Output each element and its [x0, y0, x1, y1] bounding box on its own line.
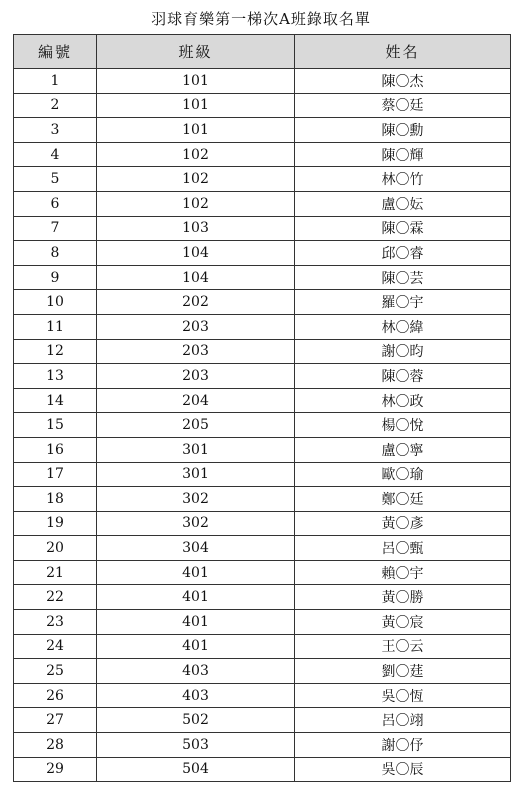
cell-number: 9 — [14, 265, 97, 290]
cell-number: 12 — [14, 339, 97, 364]
cell-name: 羅〇宇 — [295, 290, 511, 315]
cell-number: 27 — [14, 708, 97, 733]
table-row — [14, 118, 511, 143]
cell-class: 103 — [97, 216, 295, 241]
cell-name: 賴〇宇 — [295, 560, 511, 585]
cell-class: 304 — [97, 536, 295, 561]
table-row — [14, 560, 511, 585]
cell-number: 11 — [14, 314, 97, 339]
table-row — [14, 708, 511, 733]
cell-name: 陳〇芸 — [295, 265, 511, 290]
cell-number: 2 — [14, 93, 97, 118]
table-row — [14, 339, 511, 364]
cell-class: 401 — [97, 585, 295, 610]
cell-name: 陳〇輝 — [295, 142, 511, 167]
cell-name: 吳〇恆 — [295, 683, 511, 708]
cell-class: 204 — [97, 388, 295, 413]
header-class: 班級 — [97, 35, 295, 69]
cell-number: 18 — [14, 487, 97, 512]
table-row — [14, 634, 511, 659]
cell-number: 20 — [14, 536, 97, 561]
cell-number: 22 — [14, 585, 97, 610]
header-name: 姓名 — [295, 35, 511, 69]
cell-class: 104 — [97, 265, 295, 290]
table-row — [14, 364, 511, 389]
cell-name: 林〇政 — [295, 388, 511, 413]
cell-number: 16 — [14, 437, 97, 462]
cell-name: 邱〇睿 — [295, 241, 511, 266]
table-row — [14, 683, 511, 708]
document-title: 羽球育樂第一梯次A班錄取名單 — [151, 10, 371, 28]
cell-name: 吳〇辰 — [295, 757, 511, 782]
table-row — [14, 536, 511, 561]
table-row — [14, 93, 511, 118]
cell-number: 1 — [14, 69, 97, 94]
cell-name: 楊〇悅 — [295, 413, 511, 438]
cell-class: 301 — [97, 437, 295, 462]
cell-class: 504 — [97, 757, 295, 782]
cell-number: 6 — [14, 191, 97, 216]
cell-number: 14 — [14, 388, 97, 413]
cell-number: 17 — [14, 462, 97, 487]
header-number: 編號 — [14, 35, 97, 69]
cell-class: 203 — [97, 314, 295, 339]
table-row — [14, 733, 511, 758]
cell-class: 102 — [97, 167, 295, 192]
cell-class: 102 — [97, 191, 295, 216]
cell-number: 8 — [14, 241, 97, 266]
cell-number: 10 — [14, 290, 97, 315]
cell-name: 鄭〇廷 — [295, 487, 511, 512]
cell-name: 呂〇翊 — [295, 708, 511, 733]
table-row — [14, 69, 511, 94]
cell-number: 23 — [14, 610, 97, 635]
table-body — [14, 69, 511, 782]
cell-number: 19 — [14, 511, 97, 536]
cell-class: 203 — [97, 339, 295, 364]
cell-name: 黃〇宸 — [295, 610, 511, 635]
cell-class: 503 — [97, 733, 295, 758]
cell-class: 401 — [97, 560, 295, 585]
cell-class: 302 — [97, 487, 295, 512]
table-row — [14, 511, 511, 536]
cell-number: 15 — [14, 413, 97, 438]
cell-class: 104 — [97, 241, 295, 266]
table-row — [14, 462, 511, 487]
table-row — [14, 241, 511, 266]
table-row — [14, 388, 511, 413]
cell-number: 26 — [14, 683, 97, 708]
cell-number: 25 — [14, 659, 97, 684]
cell-number: 7 — [14, 216, 97, 241]
cell-name: 王〇云 — [295, 634, 511, 659]
table-row — [14, 757, 511, 782]
cell-number: 3 — [14, 118, 97, 143]
cell-name: 盧〇妘 — [295, 191, 511, 216]
cell-number: 24 — [14, 634, 97, 659]
table-row — [14, 167, 511, 192]
cell-name: 陳〇勳 — [295, 118, 511, 143]
cell-number: 29 — [14, 757, 97, 782]
table-row — [14, 290, 511, 315]
cell-name: 歐〇瑜 — [295, 462, 511, 487]
cell-class: 205 — [97, 413, 295, 438]
cell-class: 502 — [97, 708, 295, 733]
cell-class: 102 — [97, 142, 295, 167]
cell-name: 謝〇昀 — [295, 339, 511, 364]
table-row — [14, 314, 511, 339]
cell-class: 203 — [97, 364, 295, 389]
cell-name: 黃〇勝 — [295, 585, 511, 610]
table-header-row — [14, 35, 511, 69]
table-row — [14, 610, 511, 635]
table-row — [14, 659, 511, 684]
cell-name: 謝〇伃 — [295, 733, 511, 758]
cell-class: 101 — [97, 118, 295, 143]
cell-number: 28 — [14, 733, 97, 758]
table-row — [14, 487, 511, 512]
table-row — [14, 216, 511, 241]
cell-name: 陳〇蓉 — [295, 364, 511, 389]
roster-table — [13, 34, 511, 782]
cell-name: 呂〇甄 — [295, 536, 511, 561]
cell-class: 301 — [97, 462, 295, 487]
cell-class: 403 — [97, 683, 295, 708]
cell-name: 林〇竹 — [295, 167, 511, 192]
cell-class: 101 — [97, 69, 295, 94]
cell-class: 101 — [97, 93, 295, 118]
cell-name: 陳〇霖 — [295, 216, 511, 241]
cell-class: 401 — [97, 610, 295, 635]
table-row — [14, 265, 511, 290]
cell-class: 302 — [97, 511, 295, 536]
table-row — [14, 191, 511, 216]
table-row — [14, 142, 511, 167]
table-row — [14, 437, 511, 462]
cell-name: 陳〇杰 — [295, 69, 511, 94]
cell-name: 劉〇莛 — [295, 659, 511, 684]
cell-class: 401 — [97, 634, 295, 659]
cell-number: 5 — [14, 167, 97, 192]
table-row — [14, 413, 511, 438]
cell-number: 4 — [14, 142, 97, 167]
cell-name: 盧〇寧 — [295, 437, 511, 462]
cell-number: 13 — [14, 364, 97, 389]
cell-name: 黃〇彥 — [295, 511, 511, 536]
cell-number: 21 — [14, 560, 97, 585]
table-row — [14, 585, 511, 610]
cell-name: 林〇緯 — [295, 314, 511, 339]
cell-name: 蔡〇廷 — [295, 93, 511, 118]
cell-class: 202 — [97, 290, 295, 315]
cell-class: 403 — [97, 659, 295, 684]
